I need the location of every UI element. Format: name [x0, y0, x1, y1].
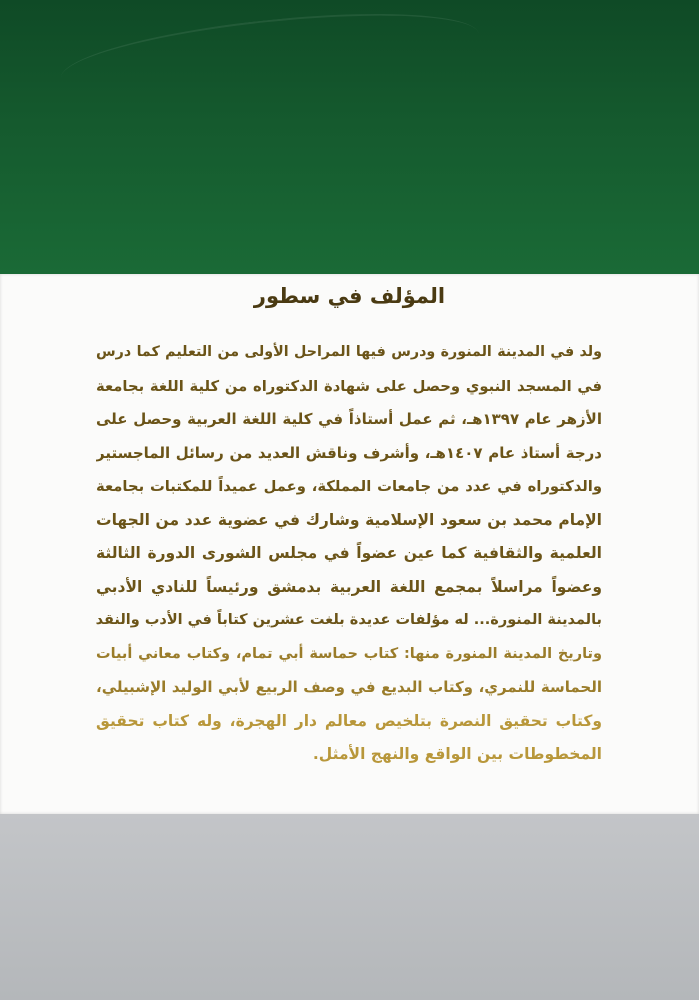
bio-line: وكتاب تحقيق النصرة بتلخيص معالم دار الهجرة، وله كتاب تحقيق: [96, 711, 602, 730]
bio-line: درجة أستاذ عام ١٤٠٧هـ، وأشرف وناقش العديد من رسائل الماجستير: [96, 443, 602, 462]
bio-line: الإمام محمد بن سعود الإسلامية وشارك في عضوية عدد من الجهات: [96, 510, 602, 529]
bio-line: العلمية والثقافية كما عين عضواً في مجلس الشورى الدورة الثالثة: [96, 544, 602, 562]
section-heading: المؤلف في سطور: [253, 284, 446, 308]
bio-line: بالمدينة المنورة... له مؤلفات عديدة بلغت عشرين كتاباً في الأدب والنقد: [96, 612, 602, 628]
bio-line: المخطوطات بين الواقع والنهج الأمثل.: [312, 745, 602, 763]
bio-line: وتاريخ المدينة المنورة منها: كتاب حماسة أبي تمام، وكتاب معاني أبيات: [96, 645, 602, 662]
bio-line: الحماسة للنمري، وكتاب البديع في وصف الربيع لأبي الوليد الإشبيلي،: [96, 678, 602, 696]
bio-line: في المسجد النبوي وحصل على شهادة الدكتوراه من كلية اللغة بجامعة: [96, 377, 602, 395]
grey-bottom-band: [0, 814, 699, 1000]
bio-line: والدكتوراه في عدد من جامعات المملكة، وعمل عميداً للمكتبات بجامعة: [96, 478, 602, 495]
bio-line: ولد في المدينة المنورة ودرس فيها المراحل الأولى من التعليم كما درس: [96, 344, 602, 360]
bio-line: وعضواً مراسلاً بمجمع اللغة العربية بدمشق ورئيساً للنادي الأدبي: [96, 577, 602, 596]
cover-sheen: [57, 0, 482, 114]
green-top-band: [0, 0, 699, 274]
author-bio: [96, 336, 602, 772]
bio-line: الأزهر عام ١٣٩٧هـ، ثم عمل أستاذاً في كلية اللغة العربية وحصل على: [96, 410, 602, 428]
